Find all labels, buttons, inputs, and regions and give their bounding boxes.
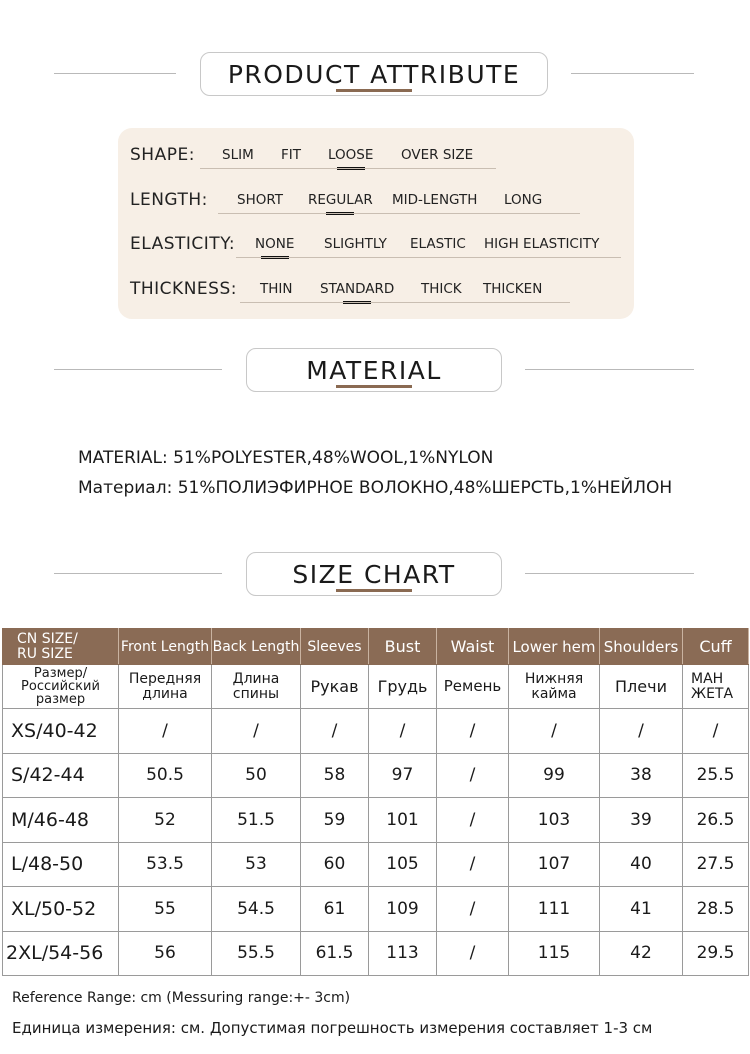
header-cell: Sleeves bbox=[301, 629, 369, 665]
material-title-text: MATERIAL bbox=[306, 355, 442, 385]
size-cell: L/48-50 bbox=[3, 842, 119, 887]
table-row bbox=[3, 798, 749, 843]
attr-label: ELASTICITY: bbox=[130, 234, 236, 254]
table-row bbox=[3, 709, 749, 754]
attr-option: SLIGHTLY bbox=[324, 236, 387, 252]
material-ru-value: 51%ПОЛИЭФИРНОЕ ВОЛОКНО,48%ШЕРСТЬ,1%НЕЙЛОН bbox=[177, 478, 673, 498]
material-en-label: MATERIAL: bbox=[78, 448, 168, 468]
value-cell: 50.5 bbox=[119, 753, 212, 798]
attr-underline bbox=[218, 213, 580, 214]
product-attribute-title bbox=[200, 52, 548, 96]
value-cell: 55 bbox=[119, 887, 212, 932]
attr-underline bbox=[200, 168, 496, 169]
value-cell: / bbox=[212, 709, 301, 754]
header-cell-ru: Плечи bbox=[600, 665, 683, 709]
value-cell: 107 bbox=[509, 842, 600, 887]
value-cell: 50 bbox=[212, 753, 301, 798]
value-cell: 99 bbox=[509, 753, 600, 798]
size-cell: 2XL/54-56 bbox=[3, 931, 119, 976]
value-cell: 54.5 bbox=[212, 887, 301, 932]
table-row bbox=[3, 931, 749, 976]
table-header-en bbox=[3, 629, 749, 665]
attr-option: FIT bbox=[281, 147, 301, 163]
divider-left bbox=[54, 573, 222, 574]
header-cell-ru: Грудь bbox=[369, 665, 437, 709]
value-cell: / bbox=[119, 709, 212, 754]
material-title bbox=[246, 348, 502, 392]
size-chart-table bbox=[2, 628, 749, 976]
header-cell-ru: Передняя длина bbox=[119, 665, 212, 709]
value-cell: / bbox=[369, 709, 437, 754]
title-accent-bar bbox=[336, 385, 412, 388]
reference-range-en: Reference Range: cm (Messuring range:+- 3cm) bbox=[12, 990, 351, 1006]
size-cell: XS/40-42 bbox=[3, 709, 119, 754]
material-en bbox=[78, 448, 493, 468]
material-ru-label: Материал: bbox=[78, 478, 173, 498]
value-cell: 58 bbox=[301, 753, 369, 798]
value-cell: / bbox=[437, 842, 509, 887]
value-cell: 97 bbox=[369, 753, 437, 798]
size-chart-header bbox=[0, 552, 750, 600]
attr-underline bbox=[236, 257, 621, 258]
title-accent-bar bbox=[336, 89, 412, 92]
material-ru bbox=[78, 478, 672, 498]
header-cell: Back Length bbox=[212, 629, 301, 665]
attr-option: MID-LENGTH bbox=[392, 192, 478, 208]
attr-option: THICK bbox=[421, 281, 462, 297]
value-cell: 103 bbox=[509, 798, 600, 843]
value-cell: / bbox=[437, 753, 509, 798]
value-cell: 111 bbox=[509, 887, 600, 932]
attr-option: HIGH ELASTICITY bbox=[484, 236, 600, 252]
divider-left bbox=[54, 369, 222, 370]
attr-option-selected: STANDARD bbox=[320, 281, 395, 297]
attr-option: THIN bbox=[260, 281, 293, 297]
value-cell: 40 bbox=[600, 842, 683, 887]
product-attribute-header bbox=[0, 52, 750, 100]
value-cell: / bbox=[437, 798, 509, 843]
header-cell: Cuff bbox=[683, 629, 749, 665]
table-row bbox=[3, 753, 749, 798]
attr-option-selected: LOOSE bbox=[328, 147, 374, 163]
value-cell: 59 bbox=[301, 798, 369, 843]
table-row bbox=[3, 842, 749, 887]
value-cell: / bbox=[600, 709, 683, 754]
table-row bbox=[3, 887, 749, 932]
header-cell-ru: Ремень bbox=[437, 665, 509, 709]
size-chart-title bbox=[246, 552, 502, 596]
value-cell: 61.5 bbox=[301, 931, 369, 976]
divider-right bbox=[525, 369, 694, 370]
value-cell: 38 bbox=[600, 753, 683, 798]
value-cell: / bbox=[437, 709, 509, 754]
attr-option: SLIM bbox=[222, 147, 254, 163]
value-cell: / bbox=[437, 887, 509, 932]
attr-option-selected: REGULAR bbox=[308, 192, 373, 208]
value-cell: 39 bbox=[600, 798, 683, 843]
header-cell: Front Length bbox=[119, 629, 212, 665]
value-cell: 109 bbox=[369, 887, 437, 932]
header-cell-ru: Длина спины bbox=[212, 665, 301, 709]
attr-option-selected: NONE bbox=[255, 236, 295, 252]
divider-right bbox=[571, 73, 694, 74]
material-header bbox=[0, 348, 750, 396]
attr-option: LONG bbox=[504, 192, 543, 208]
attr-option: THICKEN bbox=[483, 281, 543, 297]
attr-option: OVER SIZE bbox=[401, 147, 474, 163]
value-cell: 25.5 bbox=[683, 753, 749, 798]
attr-row-elasticity bbox=[118, 230, 634, 260]
attr-option: SHORT bbox=[237, 192, 283, 208]
value-cell: 61 bbox=[301, 887, 369, 932]
header-cell: CN SIZE/ RU SIZE bbox=[3, 629, 119, 665]
header-cell-ru: Нижняя кайма bbox=[509, 665, 600, 709]
value-cell: 42 bbox=[600, 931, 683, 976]
value-cell: / bbox=[437, 931, 509, 976]
value-cell: / bbox=[683, 709, 749, 754]
value-cell: / bbox=[509, 709, 600, 754]
header-cell: Waist bbox=[437, 629, 509, 665]
value-cell: 113 bbox=[369, 931, 437, 976]
title-accent-bar bbox=[336, 589, 412, 592]
value-cell: 55.5 bbox=[212, 931, 301, 976]
header-cell-ru: МАН ЖЕТА bbox=[683, 665, 749, 709]
attr-row-thickness bbox=[118, 275, 634, 305]
value-cell: 53 bbox=[212, 842, 301, 887]
attr-label: SHAPE: bbox=[130, 145, 195, 165]
reference-range-ru: Единица измерения: см. Допустимая погрешность измерения составляет 1-3 см bbox=[12, 1019, 653, 1037]
table-header-ru bbox=[3, 665, 749, 709]
attr-row-length bbox=[118, 186, 634, 216]
size-cell: XL/50-52 bbox=[3, 887, 119, 932]
attr-label: THICKNESS: bbox=[130, 279, 237, 299]
value-cell: 60 bbox=[301, 842, 369, 887]
attr-option: ELASTIC bbox=[410, 236, 466, 252]
material-en-value: 51%POLYESTER,48%WOOL,1%NYLON bbox=[173, 448, 494, 468]
value-cell: 28.5 bbox=[683, 887, 749, 932]
size-cell: M/46-48 bbox=[3, 798, 119, 843]
product-attribute-title-text: PRODUCT ATTRIBUTE bbox=[227, 59, 521, 89]
value-cell: 41 bbox=[600, 887, 683, 932]
value-cell: 53.5 bbox=[119, 842, 212, 887]
value-cell: 26.5 bbox=[683, 798, 749, 843]
header-cell: Bust bbox=[369, 629, 437, 665]
size-chart-title-text: SIZE CHART bbox=[292, 559, 456, 589]
attr-label: LENGTH: bbox=[130, 190, 208, 210]
header-cell-ru: Размер/ Российский размер bbox=[3, 665, 119, 709]
value-cell: 52 bbox=[119, 798, 212, 843]
value-cell: 105 bbox=[369, 842, 437, 887]
attr-underline bbox=[240, 302, 570, 303]
size-cell: S/42-44 bbox=[3, 753, 119, 798]
value-cell: 27.5 bbox=[683, 842, 749, 887]
divider-left bbox=[54, 73, 176, 74]
attr-row-shape bbox=[118, 141, 634, 171]
header-cell: Shoulders bbox=[600, 629, 683, 665]
header-cell-ru: Рукав bbox=[301, 665, 369, 709]
value-cell: 51.5 bbox=[212, 798, 301, 843]
value-cell: 29.5 bbox=[683, 931, 749, 976]
value-cell: 115 bbox=[509, 931, 600, 976]
attribute-panel bbox=[118, 128, 634, 319]
divider-right bbox=[525, 573, 694, 574]
value-cell: 101 bbox=[369, 798, 437, 843]
value-cell: / bbox=[301, 709, 369, 754]
value-cell: 56 bbox=[119, 931, 212, 976]
header-cell: Lower hem bbox=[509, 629, 600, 665]
